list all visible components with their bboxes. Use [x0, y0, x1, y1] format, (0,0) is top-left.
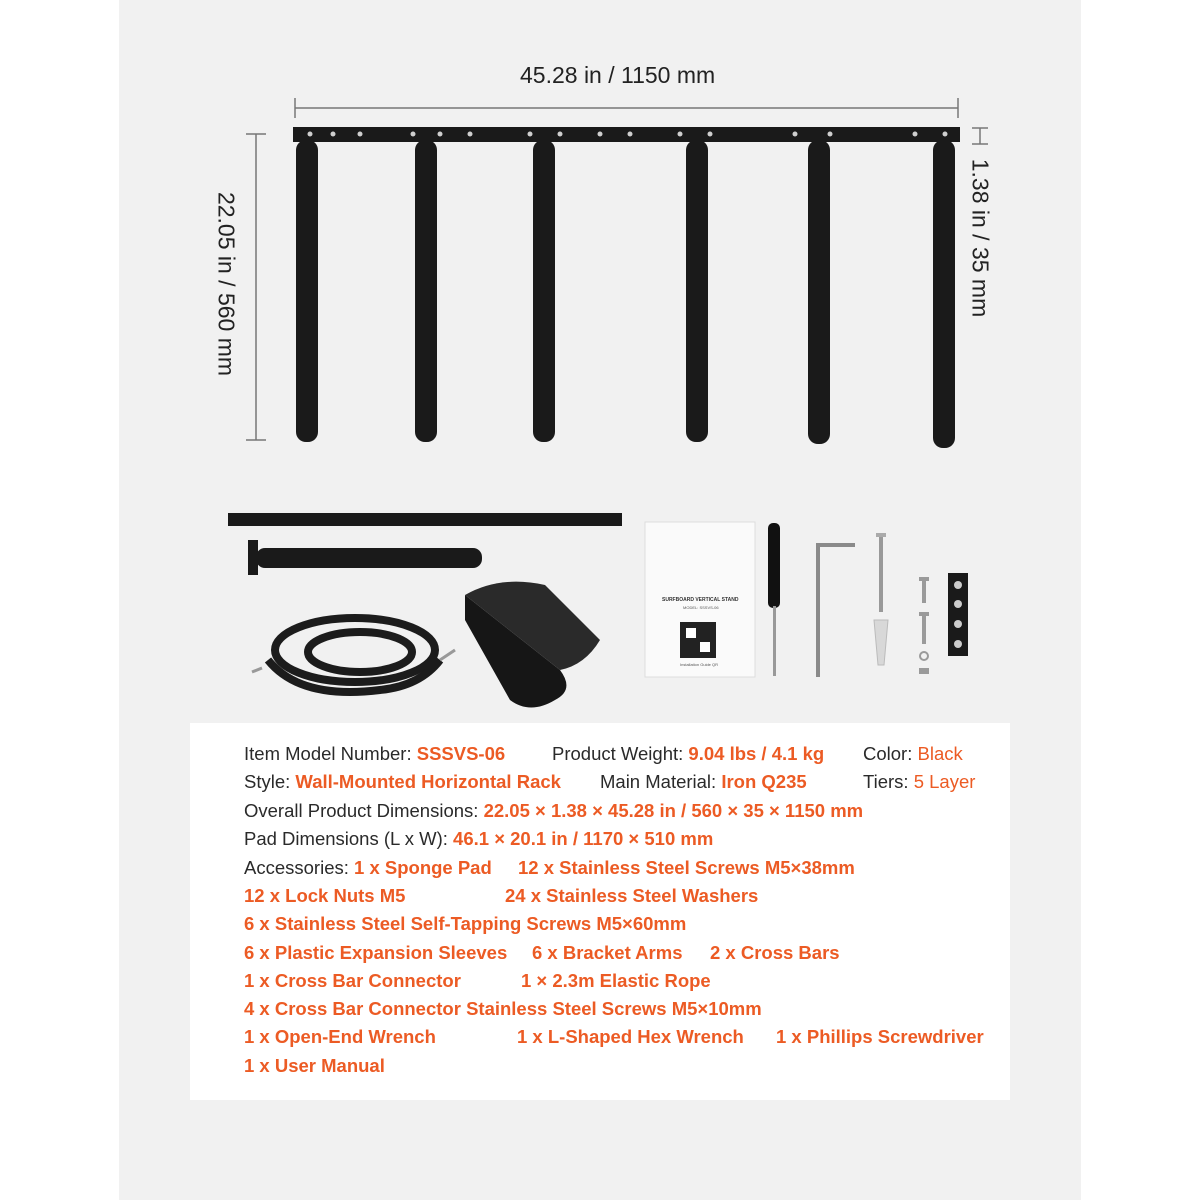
height-dimension-line — [246, 134, 266, 440]
depth-dimension-line — [972, 128, 988, 144]
material-field — [600, 771, 807, 793]
color-field — [863, 743, 963, 765]
accessory-item: 2 x Cross Bars — [710, 942, 840, 963]
rack-cross-bar — [293, 127, 960, 142]
rack-bracket-arms — [296, 140, 955, 448]
accessory-item: 24 x Stainless Steel Washers — [505, 885, 759, 906]
accessory-item: 1 × 2.3m Elastic Rope — [521, 970, 711, 991]
accessory-item: 12 x Lock Nuts M5 — [244, 885, 406, 906]
material-value: Iron Q235 — [721, 771, 807, 792]
weight-field — [552, 743, 824, 765]
l-shaped-hex-wrench — [818, 545, 855, 677]
depth-dimension-label: 1.38 in / 35 mm — [967, 158, 994, 318]
weight-value: 9.04 lbs / 4.1 kg — [688, 743, 825, 764]
tiers-label: Tiers: — [863, 771, 909, 792]
accessory-item: 1 x Cross Bar Connector — [244, 970, 461, 991]
accessories-field — [244, 857, 492, 879]
accessory-item: 1 x Phillips Screwdriver — [776, 1026, 984, 1047]
overall-value: 22.05 × 1.38 × 45.28 in / 560 × 35 × 1150 mm — [483, 800, 864, 821]
weight-label: Product Weight: — [552, 743, 684, 764]
spec-row-1 — [244, 743, 505, 765]
width-dimension-line — [295, 98, 958, 118]
accessory-item: 1 x Open-End Wrench — [244, 1026, 436, 1047]
small-screws — [919, 577, 929, 674]
spare-cross-bar — [228, 513, 622, 526]
style-label: Style: — [244, 771, 291, 792]
model-label: Item Model Number: — [244, 743, 412, 764]
self-tapping-screw — [874, 533, 888, 665]
overall-dimensions-field — [244, 800, 863, 822]
accessory-item: 1 x User Manual — [244, 1055, 385, 1076]
material-label: Main Material: — [600, 771, 717, 792]
sponge-pad — [465, 582, 600, 708]
color-label: Color: — [863, 743, 913, 764]
pad-dimensions-field — [244, 828, 713, 850]
overall-label: Overall Product Dimensions: — [244, 800, 479, 821]
accessory-item: 1 x L-Shaped Hex Wrench — [517, 1026, 744, 1047]
color-value: Black — [917, 743, 963, 764]
pad-label: Pad Dimensions (L x W): — [244, 828, 448, 849]
elastic-rope — [252, 618, 455, 692]
height-dimension-label: 22.05 in / 560 mm — [213, 191, 240, 377]
tiers-value: 5 Layer — [913, 771, 976, 792]
style-value: Wall-Mounted Horizontal Rack — [295, 771, 561, 792]
manual-title: SURFBOARD VERTICAL STAND — [662, 597, 739, 603]
accessory-item: 6 x Stainless Steel Self-Tapping Screws M5×60mm — [244, 913, 687, 934]
manual-model: MODEL: SSSVS-06 — [683, 605, 719, 610]
accessories-label: Accessories: — [244, 857, 349, 878]
phillips-screwdriver — [768, 523, 780, 676]
width-dimension-label: 45.28 in / 1150 mm — [520, 62, 716, 88]
accessory-item: 1 x Sponge Pad — [354, 857, 492, 878]
model-value: SSSVS-06 — [416, 743, 506, 764]
pad-value: 46.1 × 20.1 in / 1170 × 510 mm — [453, 828, 714, 849]
style-field — [244, 771, 561, 793]
spare-bracket-arm — [248, 540, 482, 575]
accessory-item: 6 x Plastic Expansion Sleeves — [244, 942, 508, 963]
accessory-item: 4 x Cross Bar Connector Stainless Steel Screws M5×10mm — [244, 998, 762, 1019]
cross-bar-connector — [948, 573, 968, 656]
accessory-item: 12 x Stainless Steel Screws M5×38mm — [518, 857, 855, 878]
manual-footer: Installation Guide QR — [680, 662, 719, 667]
accessory-item: 6 x Bracket Arms — [532, 942, 683, 963]
tiers-field — [863, 771, 975, 793]
